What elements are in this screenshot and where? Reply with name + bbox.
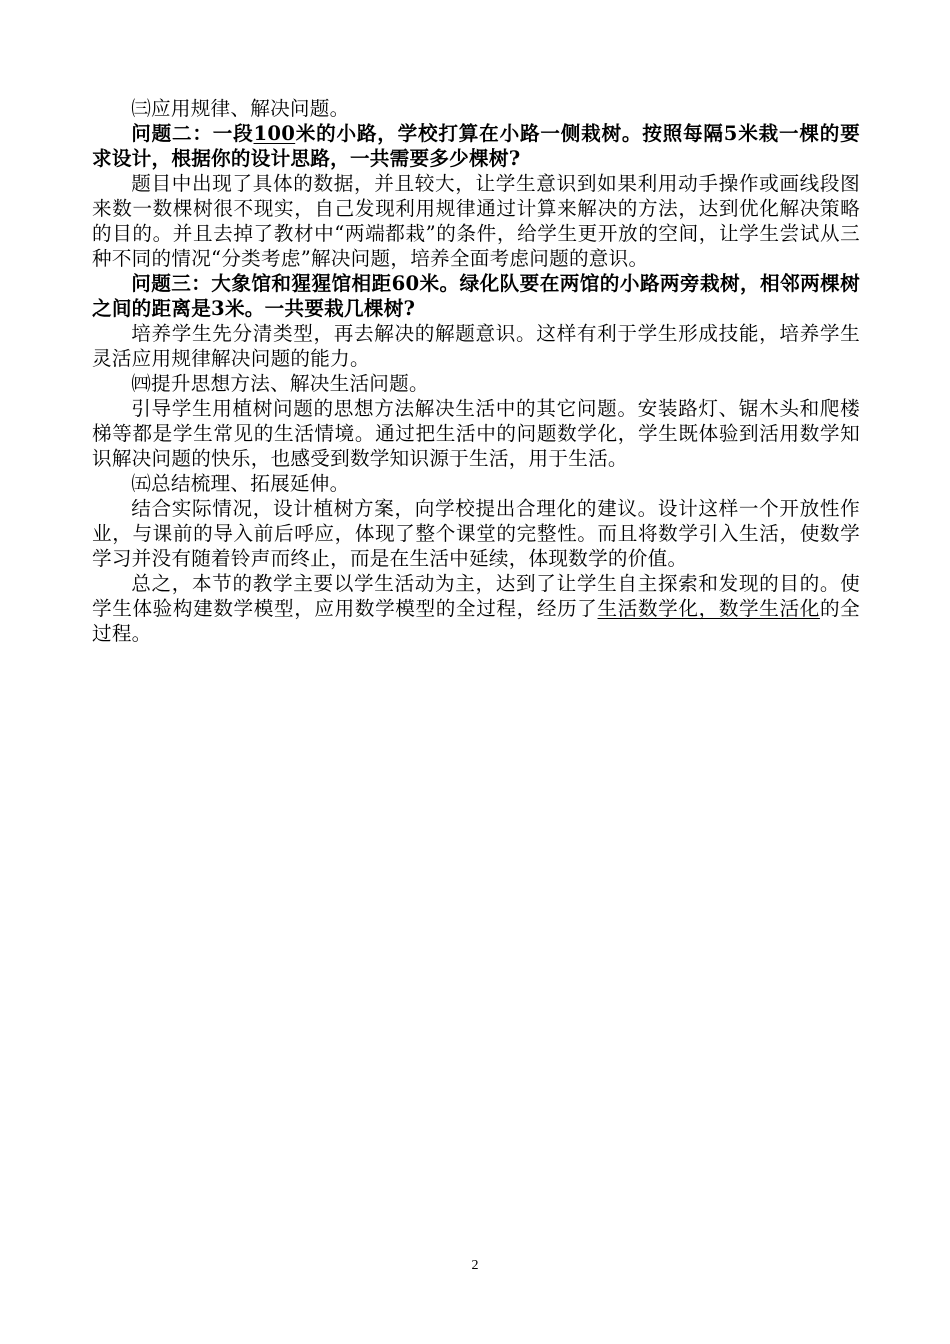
paragraph-extension: 结合实际情况，设计植树方案，向学校提出合理化的建议。设计这样一个开放性作业，与课前的导入前后呼应，体现了整个课堂的完整性。而且将数学引入生活，使数学学习并没有随着铃声而终止，而是在生活中延续，体现数学的价值。 <box>92 497 860 570</box>
paragraph-life-problems: 引导学生用植树问题的思想方法解决生活中的其它问题。安装路灯、锯木头和爬楼梯等都是学生常见的生活情境。通过把生活中的问题数学化，学生既体验到活用数学知识解决问题的快乐，也感受到数学知识源于生活，用于生活。 <box>92 397 860 470</box>
section-heading-5: ㈤总结梳理、拓展延伸。 <box>131 472 350 495</box>
paragraph-problem-three-analysis: 培养学生先分清类型，再去解决的解题意识。这样有利于学生形成技能，培养学生灵活应用规律解决问题的能力。 <box>92 322 860 370</box>
problem-three: 问题三：大象馆和猩猩馆相距60米。绿化队要在两馆的小路两旁栽树，相邻两棵树之间的距离是3米。一共要栽几棵树? <box>92 272 860 320</box>
summary-lead: 总之，本节的教学主要以学生活动为主，达到了让学生自主探索和发现的目的。使学生体验构建数学模型，应用数学模型的全过程，经历了 <box>92 572 860 620</box>
paragraph-problem-two-analysis: 题目中出现了具体的数据，并且较大，让学生意识到如果利用动手操作或画线段图来数一数棵树很不现实，自己发现利用规律通过计算来解决的方法，达到优化解决策略的目的。并且去掉了教材中“两端都栽”的条件，给学生更开放的空间，让学生尝试从三种不同的情况“分类考虑”解决问题，培养全面考虑问题的意识。 <box>92 172 860 270</box>
summary-end: 的全过程。 <box>92 597 861 645</box>
section-heading-3: ㈢应用规律、解决问题。 <box>131 97 350 120</box>
section-heading-4: ㈣提升思想方法、解决生活问题。 <box>131 372 429 395</box>
problem-two-underlined-number: 100 <box>253 122 296 145</box>
problem-two-rest: 米的小路，学校打算在小路一侧栽树。按照每隔5米栽一棵的要求设计，根据你的设计思路，一共需要多少棵树? <box>92 122 861 170</box>
summary-underlined-phrase: 生活数学化，数学生活化 <box>597 597 820 620</box>
problem-two-lead: 问题二：一段 <box>131 122 254 145</box>
page-number: 2 <box>471 1258 479 1273</box>
paragraph-summary <box>92 571 860 646</box>
document-body <box>92 96 860 646</box>
problem-two <box>92 121 860 171</box>
